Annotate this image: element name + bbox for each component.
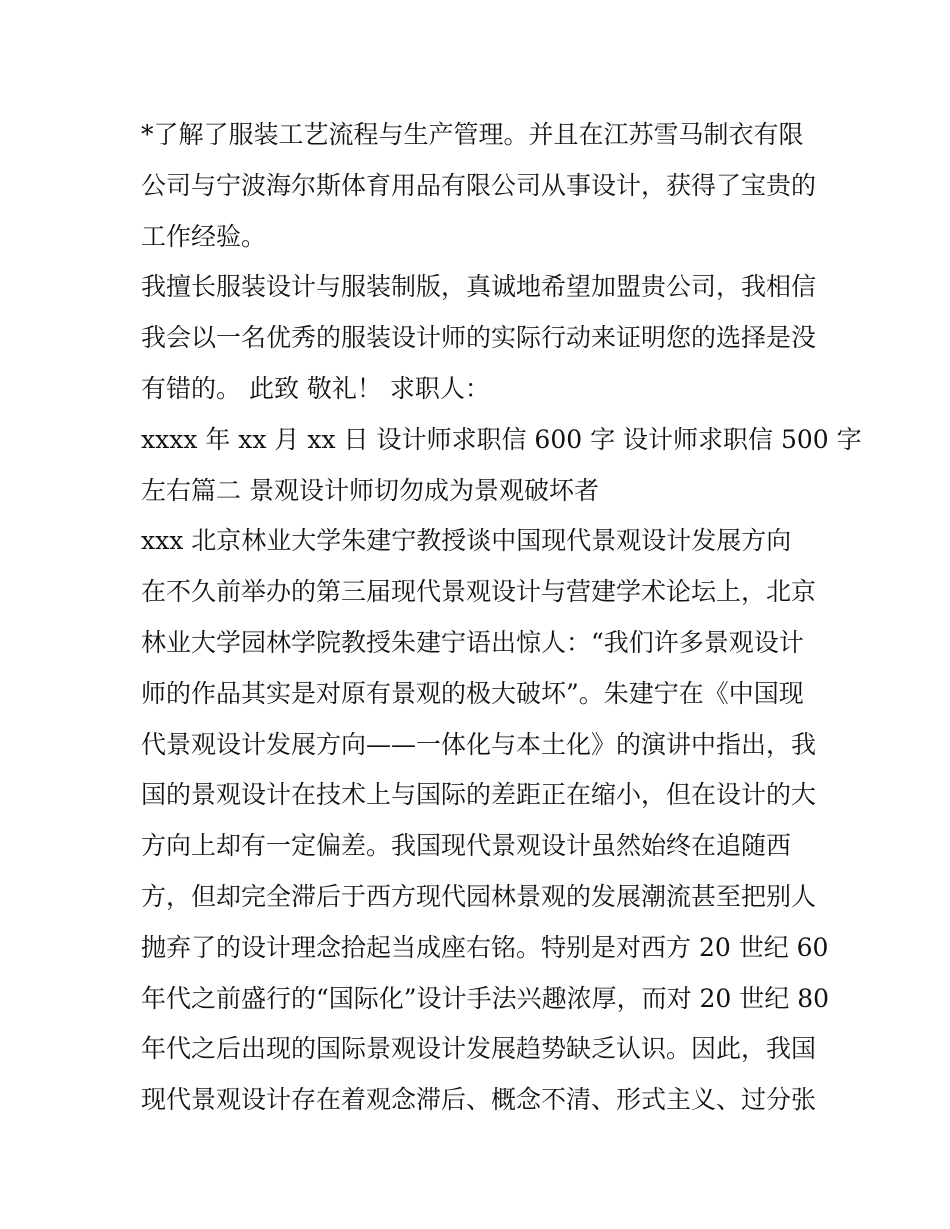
text-line: 年代之后出现的国际景观设计发展趋势缺乏认识。因此，我国 [141, 1034, 817, 1064]
text-line: *了解了服装工艺流程与生产管理。并且在江苏雪马制衣有限 [141, 120, 804, 149]
text-line: 抛弃了的设计理念拾起当成座右铭。特别是对西方 20 世纪 60 [141, 932, 829, 962]
text-line: 我会以一名优秀的服装设计师的实际行动来证明您的选择是没 [141, 323, 817, 353]
text-line: 左右篇二 景观设计师切勿成为景观破坏者 [141, 475, 599, 505]
text-line: xxx 北京林业大学朱建宁教授谈中国现代景观设计发展方向 [141, 526, 792, 556]
text-line: 国的景观设计在技术上与国际的差距正在缩小，但在设计的大 [141, 780, 817, 810]
text-line: 公司与宁波海尔斯体育用品有限公司从事设计，获得了宝贵的 [141, 170, 817, 200]
text-line: 师的作品其实是对原有景观的极大破坏”。朱建宁在《中国现 [141, 678, 804, 708]
text-line: 方向上却有一定偏差。我国现代景观设计虽然始终在追随西 [141, 831, 792, 861]
text-line: xxxx 年 xx 月 xx 日 设计师求职信 600 字 设计师求职信 500 字 [141, 424, 862, 454]
text-line: 工作经验。 [141, 221, 267, 251]
text-line: 年代之前盛行的“国际化”设计手法兴趣浓厚，而对 20 世纪 80 [141, 983, 830, 1013]
text-line: 有错的。 此致 敬礼！ 求职人： [141, 373, 490, 403]
text-line: 我擅长服装设计与服装制版，真诚地希望加盟贵公司，我相信 [141, 272, 817, 302]
text-line: 方，但却完全滞后于西方现代园林景观的发展潮流甚至把别人 [141, 881, 817, 911]
text-line: 现代景观设计存在着观念滞后、概念不清、形式主义、过分张 [141, 1085, 817, 1115]
body-text [141, 110, 862, 1126]
text-line: 在不久前举办的第三届现代景观设计与营建学术论坛上，北京 [141, 577, 817, 607]
text-line: 代景观设计发展方向——一体化与本土化》的演讲中指出，我 [141, 729, 817, 759]
text-line: 林业大学园林学院教授朱建宁语出惊人：“我们许多景观设计 [141, 627, 804, 657]
